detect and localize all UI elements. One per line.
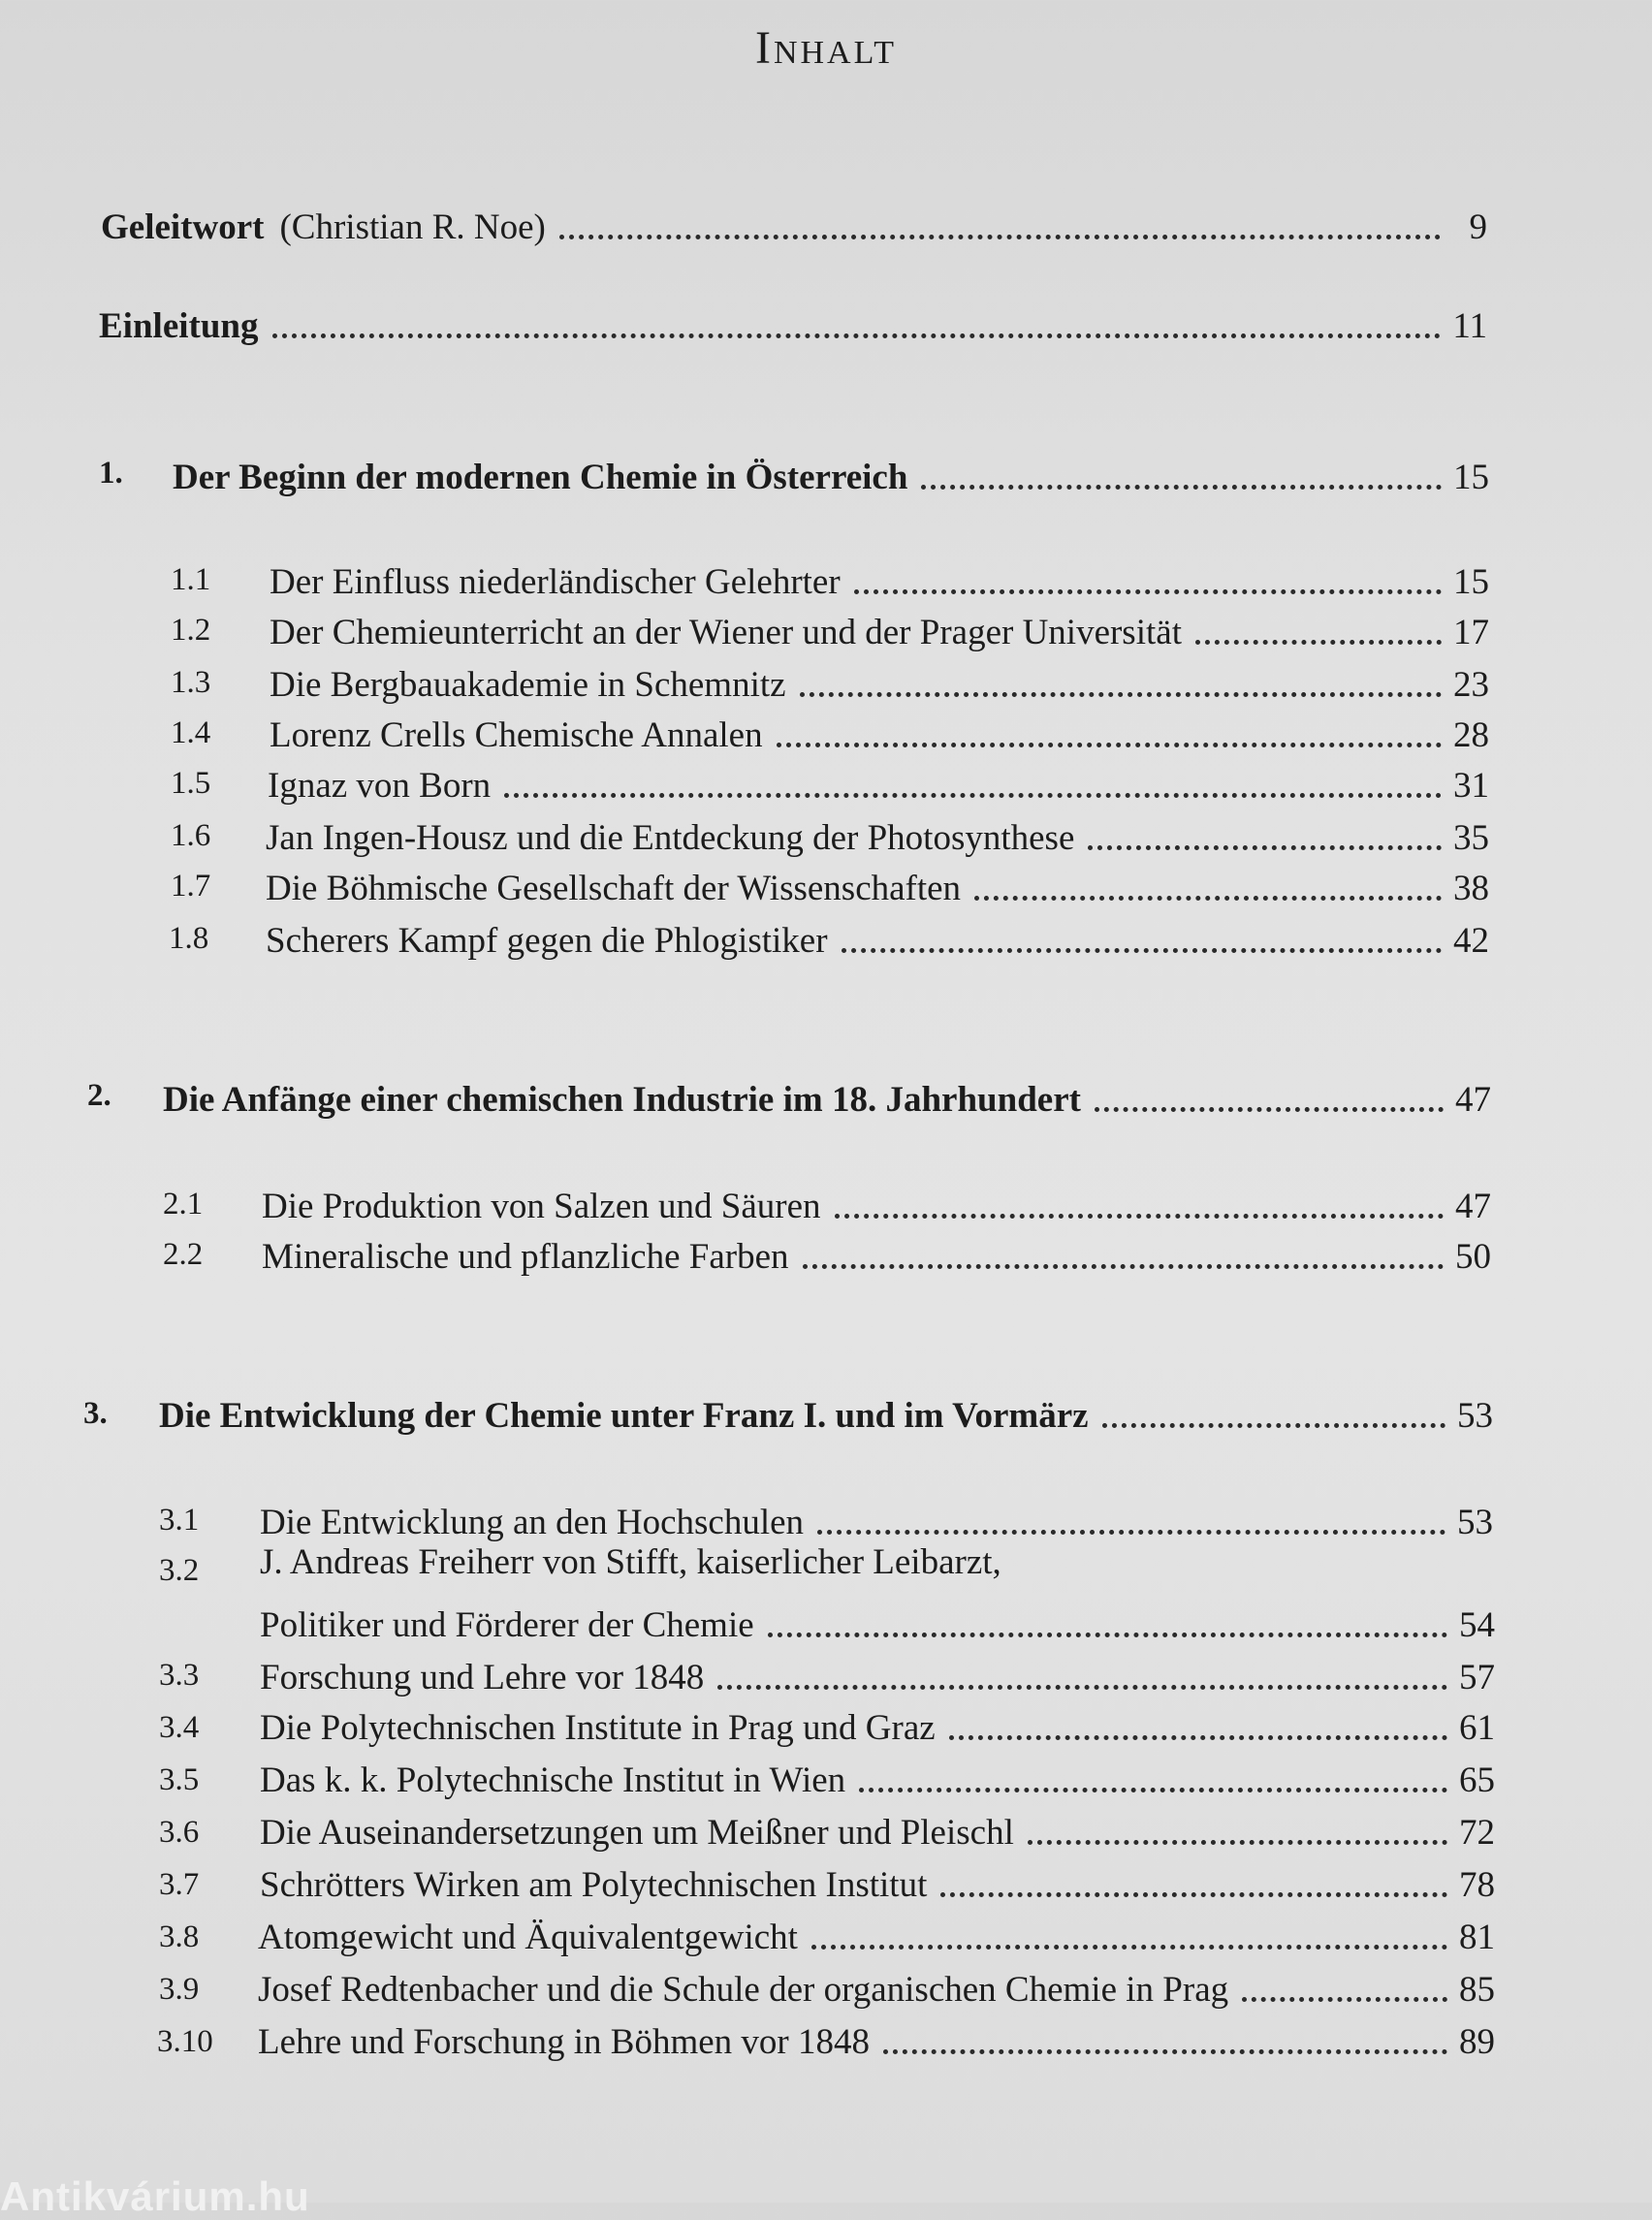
section-page: 78 xyxy=(1459,1865,1495,1905)
toc-section-1-1[interactable] xyxy=(270,553,1489,603)
section-page: 38 xyxy=(1453,869,1489,908)
toc-section-3-2[interactable] xyxy=(260,1596,1495,1646)
toc-entry-geleitwort[interactable] xyxy=(101,198,1487,248)
section-title: Forschung und Lehre vor 1848 xyxy=(260,1658,705,1697)
dot-leader xyxy=(717,1685,1447,1690)
section-number: 1.2 xyxy=(171,613,211,648)
dot-leader xyxy=(974,896,1442,901)
toc-section-1-8[interactable] xyxy=(266,911,1489,962)
section-title: Lorenz Crells Chemische Annalen xyxy=(270,715,763,755)
section-number: 1.5 xyxy=(171,766,211,801)
section-number: 1.3 xyxy=(171,665,211,700)
section-page: 28 xyxy=(1453,715,1489,755)
section-page: 31 xyxy=(1453,766,1489,806)
section-number: 3.8 xyxy=(159,1919,200,1954)
toc-section-1-4[interactable] xyxy=(270,706,1489,756)
section-number: 3.1 xyxy=(159,1503,200,1538)
toc-section-3-5[interactable] xyxy=(260,1751,1495,1801)
entry-page: 9 xyxy=(1469,207,1487,247)
section-page: 65 xyxy=(1459,1760,1495,1800)
chapter-page: 15 xyxy=(1453,458,1489,497)
toc-section-3-6[interactable] xyxy=(260,1803,1495,1854)
section-title: Die Entwicklung an den Hochschulen xyxy=(260,1503,805,1542)
dot-leader xyxy=(1095,1107,1444,1112)
dot-leader xyxy=(1242,1997,1447,2002)
chapter-title: Die Entwicklung der Chemie unter Franz I. und im Vormärz xyxy=(159,1396,1089,1436)
section-number: 3.5 xyxy=(159,1762,200,1797)
toc-entry-einleitung[interactable] xyxy=(99,297,1487,347)
toc-section-2-2[interactable] xyxy=(262,1227,1491,1278)
section-page: 23 xyxy=(1453,665,1489,705)
section-title: Atomgewicht und Äquivalentgewicht xyxy=(258,1918,798,1957)
section-page: 72 xyxy=(1459,1813,1495,1853)
section-title: Der Chemieunterricht an der Wiener und der Prager Universität xyxy=(270,613,1182,652)
section-title: Die Produktion von Salzen und Säuren xyxy=(262,1187,821,1226)
dot-leader xyxy=(777,743,1442,747)
section-number: 1.1 xyxy=(171,562,211,597)
entry-title: Geleitwort xyxy=(101,207,265,247)
section-number: 1.6 xyxy=(171,818,211,853)
section-page: 61 xyxy=(1459,1708,1495,1748)
toc-section-1-7[interactable] xyxy=(266,859,1489,909)
section-number: 2.1 xyxy=(163,1187,204,1221)
dot-leader xyxy=(272,333,1442,338)
section-number: 3.3 xyxy=(159,1658,200,1693)
section-title: Scherers Kampf gegen die Phlogistiker xyxy=(266,921,828,961)
section-page: 54 xyxy=(1459,1605,1495,1645)
entry-author: (Christian R. Noe) xyxy=(279,207,546,247)
dot-leader xyxy=(835,1214,1445,1219)
toc-section-1-3[interactable] xyxy=(270,655,1489,706)
dot-leader xyxy=(803,1264,1445,1269)
dot-leader xyxy=(559,235,1441,239)
chapter-page: 47 xyxy=(1455,1080,1491,1120)
toc-section-1-2[interactable] xyxy=(270,603,1489,653)
section-page: 89 xyxy=(1459,2022,1495,2062)
chapter-page: 53 xyxy=(1457,1396,1493,1436)
section-number: 3.9 xyxy=(159,1972,200,2007)
chapter-number: 1. xyxy=(99,456,123,491)
dot-leader xyxy=(883,2049,1447,2054)
dot-leader xyxy=(1088,845,1442,850)
dot-leader xyxy=(817,1530,1446,1535)
toc-chapter-3[interactable] xyxy=(159,1386,1493,1437)
chapter-number: 2. xyxy=(87,1078,111,1113)
section-title: Die Auseinandersetzungen um Meißner und Pleischl xyxy=(260,1813,1014,1853)
dot-leader xyxy=(940,1892,1447,1897)
section-title: Die Bergbauakademie in Schemnitz xyxy=(270,665,786,705)
section-page: 85 xyxy=(1459,1970,1495,2010)
section-number: 1.4 xyxy=(171,715,211,750)
section-page: 53 xyxy=(1457,1503,1493,1542)
section-title: Die Böhmische Gesellschaft der Wissenschaften xyxy=(266,869,962,908)
section-number: 2.2 xyxy=(163,1237,204,1272)
toc-chapter-1[interactable] xyxy=(173,448,1489,498)
section-title: Das k. k. Polytechnische Institut in Wien xyxy=(260,1760,846,1800)
section-title: Mineralische und pflanzliche Farben xyxy=(262,1237,789,1277)
dot-leader xyxy=(1195,640,1442,645)
chapter-title: Die Anfänge einer chemischen Industrie im 18. Jahrhundert xyxy=(163,1080,1081,1120)
dot-leader xyxy=(1028,1840,1447,1845)
dot-leader xyxy=(800,692,1442,697)
toc-section-3-10[interactable] xyxy=(258,2013,1495,2063)
toc-section-3-4[interactable] xyxy=(260,1698,1495,1749)
section-page: 81 xyxy=(1459,1918,1495,1957)
dot-leader xyxy=(504,793,1442,798)
section-page: 50 xyxy=(1455,1237,1491,1277)
dot-leader xyxy=(1102,1423,1446,1428)
section-title: Jan Ingen-Housz und die Entdeckung der Photosynthese xyxy=(266,818,1075,858)
section-title: Der Einfluss niederländischer Gelehrter xyxy=(270,562,841,602)
section-number: 3.4 xyxy=(159,1710,200,1745)
toc-section-3-7[interactable] xyxy=(260,1855,1495,1906)
section-title-line1[interactable]: J. Andreas Freiherr von Stifft, kaiserlicher Leibarzt, xyxy=(260,1542,1001,1582)
section-title: Ignaz von Born xyxy=(268,766,492,806)
watermark: Antikvárium.hu xyxy=(0,2173,310,2219)
toc-section-1-5[interactable] xyxy=(268,756,1489,807)
dot-leader xyxy=(854,589,1442,594)
dot-leader xyxy=(921,485,1442,490)
chapter-title: Der Beginn der modernen Chemie in Österreich xyxy=(173,458,908,497)
section-page: 42 xyxy=(1453,921,1489,961)
dot-leader xyxy=(842,948,1442,953)
toc-section-1-6[interactable] xyxy=(266,809,1489,859)
section-title: Lehre und Forschung in Böhmen vor 1848 xyxy=(258,2022,870,2062)
entry-page: 11 xyxy=(1452,306,1487,346)
chapter-number: 3. xyxy=(83,1396,108,1431)
section-number: 3.6 xyxy=(159,1815,200,1850)
section-page: 15 xyxy=(1453,562,1489,602)
section-number: 1.7 xyxy=(171,869,211,904)
section-title: Schrötters Wirken am Polytechnischen Institut xyxy=(260,1865,928,1905)
section-number: 3.2 xyxy=(159,1553,200,1588)
section-page: 17 xyxy=(1453,613,1489,652)
toc-section-3-8[interactable] xyxy=(258,1908,1495,1958)
section-number: 3.10 xyxy=(157,2024,213,2059)
dot-leader xyxy=(811,1945,1447,1950)
section-page: 35 xyxy=(1453,818,1489,858)
section-number: 1.8 xyxy=(169,921,209,956)
toc-section-3-3[interactable] xyxy=(260,1648,1495,1698)
section-page: 47 xyxy=(1455,1187,1491,1226)
section-title: Josef Redtenbacher und die Schule der organischen Chemie in Prag xyxy=(258,1970,1229,2010)
page-title: Inhalt xyxy=(754,22,898,74)
toc-section-2-1[interactable] xyxy=(262,1177,1491,1227)
entry-title: Einleitung xyxy=(99,306,259,346)
dot-leader xyxy=(949,1735,1447,1740)
dot-leader xyxy=(859,1788,1447,1792)
toc-section-3-9[interactable] xyxy=(258,1960,1495,2011)
dot-leader xyxy=(768,1633,1447,1637)
section-title: Die Polytechnischen Institute in Prag und Graz xyxy=(260,1708,936,1748)
toc-chapter-2[interactable] xyxy=(163,1070,1491,1121)
section-title-line2: Politiker und Förderer der Chemie xyxy=(260,1605,754,1645)
section-page: 57 xyxy=(1459,1658,1495,1697)
section-number: 3.7 xyxy=(159,1867,200,1902)
toc-section-3-1[interactable] xyxy=(260,1493,1493,1543)
